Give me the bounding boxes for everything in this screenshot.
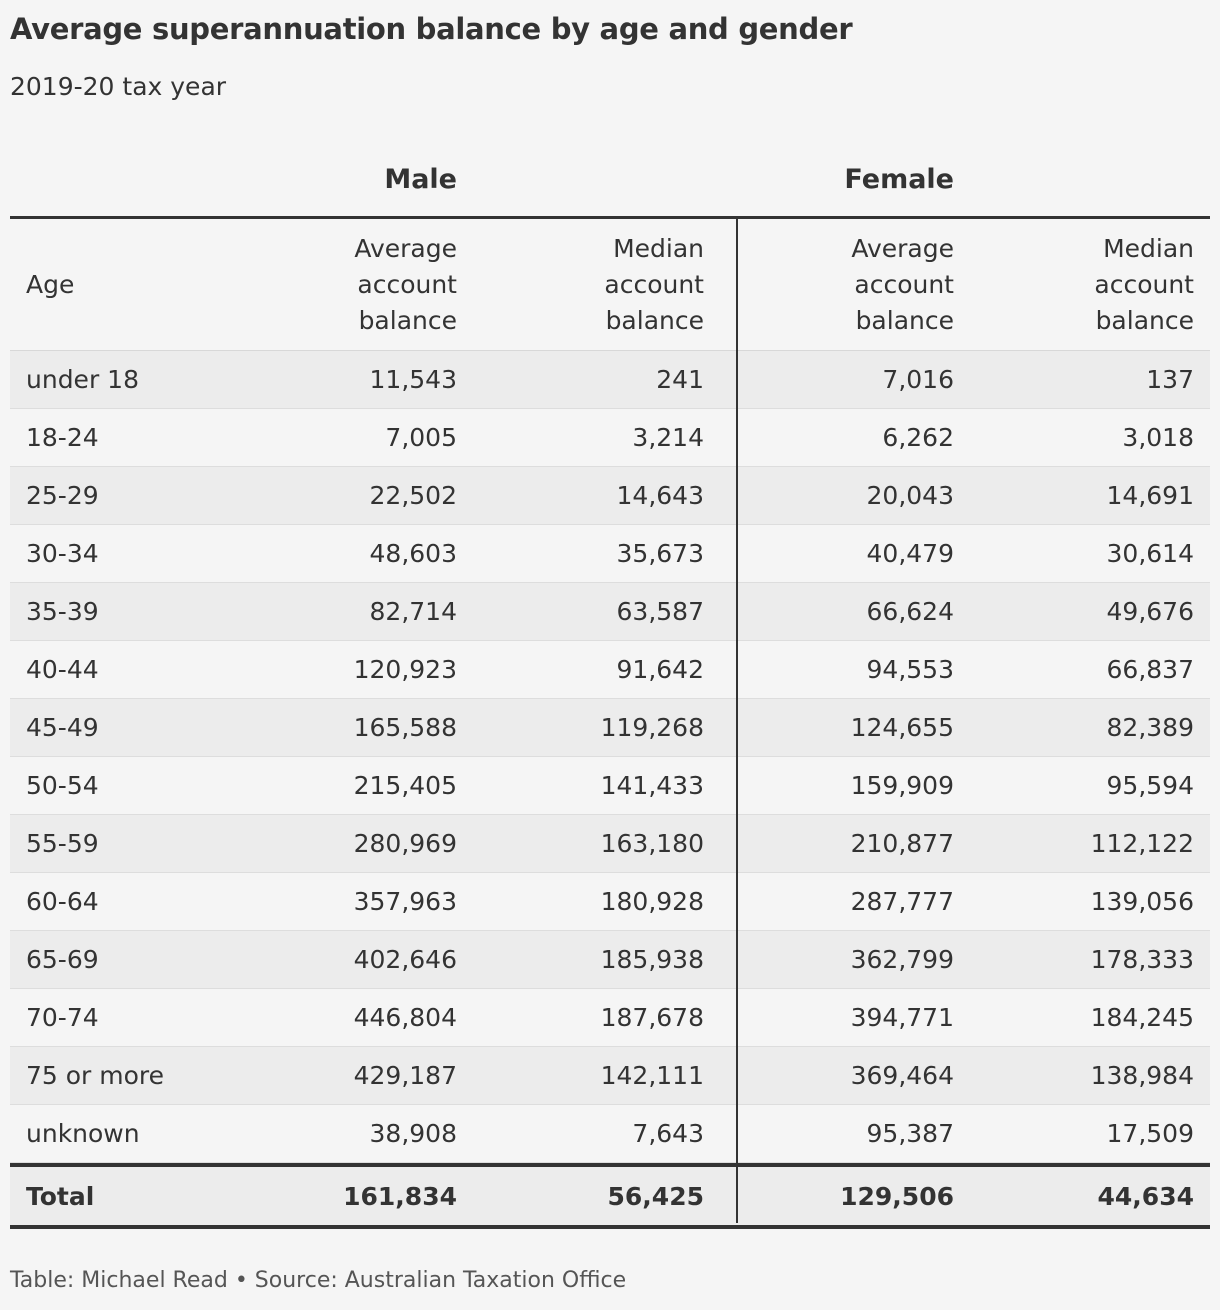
cell-male-median: 163,180 (600, 829, 704, 858)
cell-age: 70-74 (26, 1003, 99, 1032)
cell-female-median: 112,122 (1090, 829, 1194, 858)
cell-female-median: 139,056 (1090, 887, 1194, 916)
total-female-median: 44,634 (1097, 1181, 1194, 1211)
cell-female-average: 40,479 (866, 539, 954, 568)
cell-female-average: 7,016 (882, 365, 954, 394)
cell-female-average: 20,043 (866, 481, 954, 510)
total-female-average: 129,506 (840, 1181, 954, 1211)
cell-female-median: 17,509 (1106, 1119, 1194, 1148)
table-row (10, 409, 1210, 467)
header-male-average-line1: Average (354, 233, 457, 263)
cell-male-median: 7,643 (632, 1119, 704, 1148)
cell-male-average: 165,588 (353, 713, 457, 742)
cell-female-average: 362,799 (850, 945, 954, 974)
group-label-male: Male (384, 164, 457, 195)
table-row (10, 641, 1210, 699)
total-row (10, 1163, 1210, 1229)
cell-male-average: 429,187 (353, 1061, 457, 1090)
header-male-average-line3: balance (358, 305, 457, 335)
cell-female-median: 138,984 (1090, 1061, 1194, 1090)
header-male-median-line2: account (604, 269, 704, 299)
table-row (10, 815, 1210, 873)
cell-male-average: 7,005 (385, 423, 457, 452)
cell-male-median: 63,587 (616, 597, 704, 626)
table-row (10, 1105, 1210, 1163)
total-label: Total (26, 1181, 95, 1211)
total-male-average: 161,834 (343, 1181, 457, 1211)
cell-male-average: 38,908 (369, 1119, 457, 1148)
cell-female-average: 159,909 (850, 771, 954, 800)
cell-age: 50-54 (26, 771, 99, 800)
header-female-average-line2: account (854, 269, 954, 299)
cell-male-median: 185,938 (600, 945, 704, 974)
cell-male-average: 402,646 (353, 945, 457, 974)
cell-male-median: 141,433 (600, 771, 704, 800)
table-row (10, 873, 1210, 931)
cell-male-average: 22,502 (369, 481, 457, 510)
cell-female-median: 30,614 (1106, 539, 1194, 568)
cell-age: 65-69 (26, 945, 99, 974)
header-female-average-line1: Average (851, 233, 954, 263)
column-header-row (10, 219, 1210, 351)
cell-male-average: 280,969 (353, 829, 457, 858)
header-male-median (457, 219, 704, 350)
header-male-average (306, 219, 457, 350)
cell-female-average: 287,777 (850, 887, 954, 916)
cell-male-average: 215,405 (353, 771, 457, 800)
cell-male-median: 91,642 (616, 655, 704, 684)
cell-age: 25-29 (26, 481, 99, 510)
cell-male-median: 241 (656, 365, 704, 394)
header-female-average-line3: balance (855, 305, 954, 335)
cell-age: 75 or more (26, 1061, 165, 1090)
cell-age: under 18 (26, 365, 139, 394)
cell-age: 18-24 (26, 423, 99, 452)
table-row (10, 699, 1210, 757)
cell-female-median: 14,691 (1106, 481, 1194, 510)
cell-female-median: 178,333 (1090, 945, 1194, 974)
cell-female-median: 82,389 (1106, 713, 1194, 742)
header-female-median (954, 219, 1194, 350)
cell-male-average: 11,543 (369, 365, 457, 394)
cell-male-median: 142,111 (600, 1061, 704, 1090)
cell-male-average: 82,714 (369, 597, 457, 626)
cell-age: 55-59 (26, 829, 99, 858)
cell-female-median: 95,594 (1106, 771, 1194, 800)
cell-female-average: 95,387 (866, 1119, 954, 1148)
cell-male-median: 119,268 (600, 713, 704, 742)
cell-age: 60-64 (26, 887, 99, 916)
header-male-median-line3: balance (605, 305, 704, 335)
cell-male-average: 446,804 (353, 1003, 457, 1032)
source-credit: Table: Michael Read • Source: Australian Taxation Office (10, 1268, 627, 1293)
cell-male-median: 35,673 (616, 539, 704, 568)
chart-title: Average superannuation balance by age and gender (10, 12, 853, 46)
table-row (10, 931, 1210, 989)
cell-female-median: 49,676 (1106, 597, 1194, 626)
cell-female-median: 66,837 (1106, 655, 1194, 684)
chart-subtitle: 2019-20 tax year (10, 72, 227, 101)
gender-divider-line (736, 219, 738, 1223)
cell-male-median: 14,643 (616, 481, 704, 510)
cell-female-median: 184,245 (1090, 1003, 1194, 1032)
super-balance-table (10, 160, 1210, 1229)
cell-female-average: 66,624 (866, 597, 954, 626)
cell-age: unknown (26, 1119, 140, 1148)
cell-female-average: 369,464 (850, 1061, 954, 1090)
header-female-median-line3: balance (1095, 305, 1194, 335)
cell-age: 35-39 (26, 597, 99, 626)
cell-female-median: 3,018 (1122, 423, 1194, 452)
header-age: Age (26, 270, 75, 299)
table-row (10, 757, 1210, 815)
cell-age: 40-44 (26, 655, 99, 684)
total-male-median: 56,425 (607, 1181, 704, 1211)
header-male-median-line1: Median (613, 233, 704, 263)
table-row (10, 467, 1210, 525)
header-female-median-line2: account (1094, 269, 1194, 299)
table-body (10, 351, 1210, 1163)
cell-female-average: 94,553 (866, 655, 954, 684)
column-group-header (10, 160, 1210, 219)
cell-age: 45-49 (26, 713, 99, 742)
cell-female-median: 137 (1146, 365, 1194, 394)
cell-male-average: 357,963 (353, 887, 457, 916)
cell-male-average: 120,923 (353, 655, 457, 684)
table-row (10, 351, 1210, 409)
cell-female-average: 210,877 (850, 829, 954, 858)
header-female-average (737, 219, 954, 350)
group-label-female: Female (844, 164, 954, 195)
cell-age: 30-34 (26, 539, 99, 568)
cell-male-median: 180,928 (600, 887, 704, 916)
cell-male-median: 187,678 (600, 1003, 704, 1032)
table-row (10, 1047, 1210, 1105)
table-row (10, 525, 1210, 583)
cell-male-average: 48,603 (369, 539, 457, 568)
cell-female-average: 394,771 (850, 1003, 954, 1032)
cell-female-average: 6,262 (882, 423, 954, 452)
table-row (10, 989, 1210, 1047)
header-male-average-line2: account (357, 269, 457, 299)
table-row (10, 583, 1210, 641)
cell-male-median: 3,214 (632, 423, 704, 452)
cell-female-average: 124,655 (850, 713, 954, 742)
header-female-median-line1: Median (1103, 233, 1194, 263)
